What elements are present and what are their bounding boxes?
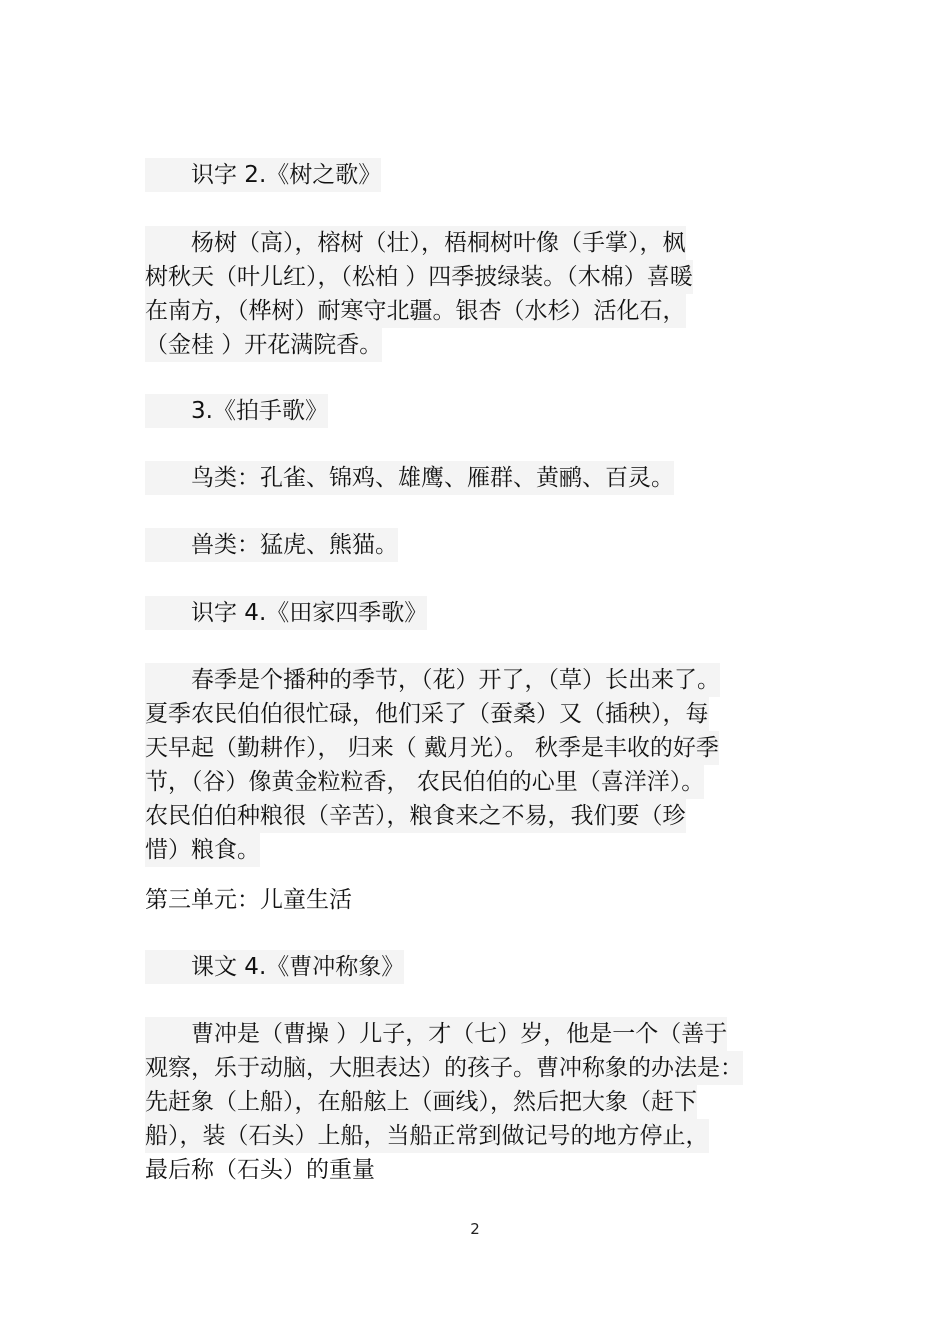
text-line: 惜）粮食。 [145, 833, 720, 867]
text-line: 课文 4.《曹冲称象》 [145, 950, 404, 984]
text-line: 兽类：猛虎、熊猫。 [145, 528, 398, 562]
text-line: 3.《拍手歌》 [145, 394, 328, 428]
text-line: 识字 2.《树之歌》 [145, 158, 381, 192]
text-line: 曹冲是（曹操 ）儿子，才（七）岁，他是一个（善于 [145, 1017, 743, 1051]
unit-heading [145, 883, 352, 917]
text-line: 春季是个播种的季节，（花）开了，（草）长出来了。 [145, 663, 720, 697]
text-line: 船），装（石头）上船，当船正常到做记号的地方停止， [145, 1119, 743, 1153]
paragraph-cao-chong-cheng-xiang [145, 1017, 743, 1187]
text-line: 在南方，（桦树）耐寒守北疆。银杏（水杉）活化石， [145, 294, 693, 328]
text-line: 节，（谷）像黄金粒粒香， 农民伯伯的心里（喜洋洋）。 [145, 765, 720, 799]
heading-pai-shou-ge [145, 394, 328, 428]
heading-tian-jia-si-ji-ge [145, 596, 427, 630]
heading-shu-zhi-ge [145, 158, 381, 192]
text-line: 农民伯伯种粮很（辛苦），粮食来之不易，我们要（珍 [145, 799, 720, 833]
text-line: 先赶象（上船），在船舷上（画线），然后把大象（赶下 [145, 1085, 743, 1119]
paragraph-birds [145, 461, 674, 495]
text-line: 夏季农民伯伯很忙碌，他们采了（蚕桑）又（插秧），每 [145, 697, 720, 731]
text-line: 树秋天（叶儿红），（松柏 ）四季披绿装。（木棉）喜暖 [145, 260, 693, 294]
text-line: 天早起（勤耕作）， 归来（ 戴月光）。 秋季是丰收的好季 [145, 731, 720, 765]
paragraph-shu-zhi-ge [145, 226, 693, 362]
heading-cao-chong-cheng-xiang [145, 950, 404, 984]
text-line: 杨树（高），榕树（壮），梧桐树叶像（手掌），枫 [145, 226, 693, 260]
text-line: 识字 4.《田家四季歌》 [145, 596, 427, 630]
paragraph-tian-jia-si-ji-ge [145, 663, 720, 867]
text-line: 第三单元：儿童生活 [145, 887, 352, 913]
text-line: 观察，乐于动脑，大胆表达）的孩子。曹冲称象的办法是： [145, 1051, 743, 1085]
text-line: （金桂 ）开花满院香。 [145, 328, 693, 362]
paragraph-beasts [145, 528, 398, 562]
page-number: 2 [470, 1220, 480, 1238]
text-line: 最后称（石头）的重量 [145, 1157, 375, 1183]
text-line: 鸟类：孔雀、锦鸡、雄鹰、雁群、黄鹂、百灵。 [145, 461, 674, 495]
